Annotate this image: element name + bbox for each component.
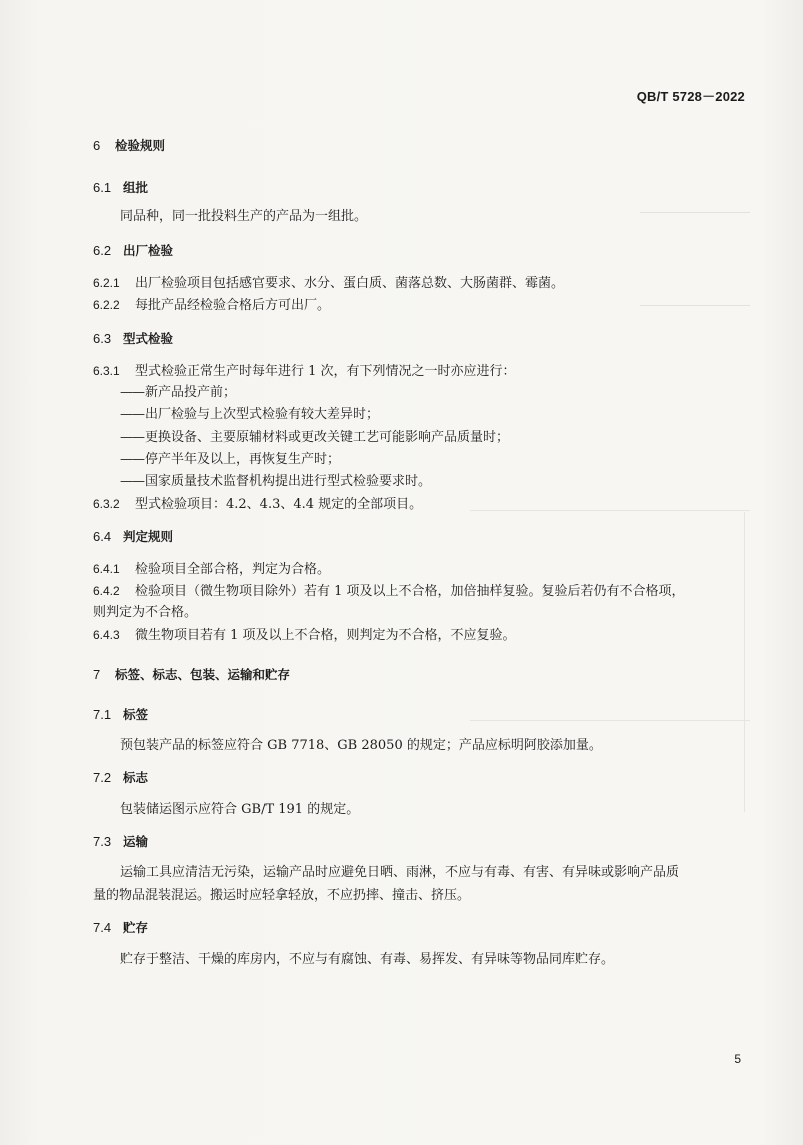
heading-section-7-3 bbox=[93, 833, 148, 852]
heading-section-6-4 bbox=[93, 528, 173, 547]
section-number: 7 bbox=[93, 667, 101, 682]
clause-number: 6.3.1 bbox=[93, 364, 120, 378]
section-number: 6 bbox=[93, 138, 101, 153]
heading-section-7-2 bbox=[93, 769, 148, 788]
standard-code: QB/T 5728－2022 bbox=[636, 89, 745, 104]
list-item-text: 新产品投产前； bbox=[145, 385, 237, 400]
heading-section-6-1 bbox=[93, 179, 148, 198]
list-item-text: 国家质量技术监督机构提出进行型式检验要求时。 bbox=[145, 474, 432, 489]
heading-section-7-1 bbox=[93, 706, 148, 725]
section-number: 6.4 bbox=[93, 529, 112, 544]
clause-text: 每批产品经检验合格后方可出厂。 bbox=[135, 298, 331, 313]
list-dash: —— bbox=[120, 407, 144, 422]
clause-number: 6.4.1 bbox=[93, 562, 120, 576]
paragraph: 同品种，同一批投料生产的产品为一组批。 bbox=[120, 209, 368, 224]
list-item-text: 出厂检验与上次型式检验有较大差异时； bbox=[145, 407, 380, 422]
paragraph: 包装储运图示应符合 GB/T 191 的规定。 bbox=[120, 802, 360, 817]
clause-6-4-1 bbox=[93, 560, 330, 579]
section-number: 6.1 bbox=[93, 180, 112, 195]
list-dash: —— bbox=[120, 452, 144, 467]
show-through-mark bbox=[640, 305, 750, 306]
list-item bbox=[120, 429, 509, 447]
list-dash: —— bbox=[120, 430, 144, 445]
list-item-text: 停产半年及以上，再恢复生产时； bbox=[145, 452, 341, 467]
clause-text: 型式检验项目：4.2、4.3、4.4 规定的全部项目。 bbox=[135, 497, 423, 512]
list-item bbox=[120, 451, 340, 469]
clause-text: 出厂检验项目包括感官要求、水分、蛋白质、菌落总数、大肠菌群、霉菌。 bbox=[135, 276, 565, 291]
list-dash: —— bbox=[120, 474, 144, 489]
section-title: 判定规则 bbox=[123, 529, 174, 544]
list-dash: —— bbox=[120, 385, 144, 400]
clause-text: 检验项目全部合格，判定为合格。 bbox=[135, 562, 331, 577]
section-title: 组批 bbox=[123, 180, 149, 195]
clause-number: 6.2.1 bbox=[93, 276, 120, 290]
section-number: 7.1 bbox=[93, 707, 112, 722]
clause-number: 6.3.2 bbox=[93, 497, 120, 511]
clause-text: 微生物项目若有 1 项及以上不合格，则判定为不合格，不应复验。 bbox=[135, 628, 516, 643]
list-item bbox=[120, 406, 379, 424]
heading-section-7-4 bbox=[93, 919, 148, 938]
clause-number: 6.4.2 bbox=[93, 584, 120, 598]
section-number: 7.4 bbox=[93, 920, 112, 935]
clause-continuation: 则判定为不合格。 bbox=[93, 605, 198, 620]
clause-6-4-2 bbox=[93, 582, 685, 601]
section-title: 出厂检验 bbox=[123, 243, 174, 258]
clause-text: 型式检验正常生产时每年进行 1 次，有下列情况之一时亦应进行： bbox=[135, 364, 516, 379]
heading-section-7 bbox=[93, 666, 290, 685]
clause-6-3-1 bbox=[93, 362, 516, 381]
list-item bbox=[120, 384, 236, 402]
clause-text: 检验项目（微生物项目除外）若有 1 项及以上不合格，加倍抽样复验。复验后若仍有不合格项， bbox=[135, 584, 685, 599]
page-number: 5 bbox=[734, 1052, 741, 1066]
section-title: 标签、标志、包装、运输和贮存 bbox=[115, 667, 291, 682]
clause-6-2-1 bbox=[93, 274, 564, 293]
heading-section-6 bbox=[93, 137, 165, 156]
section-number: 7.3 bbox=[93, 834, 112, 849]
clause-number: 6.2.2 bbox=[93, 298, 120, 312]
section-number: 7.2 bbox=[93, 770, 112, 785]
section-number: 6.2 bbox=[93, 243, 112, 258]
section-title: 贮存 bbox=[123, 920, 149, 935]
paragraph: 预包装产品的标签应符合 GB 7718、GB 28050 的规定；产品应标明阿胶添加量。 bbox=[120, 738, 602, 753]
paragraph: 贮存于整洁、干燥的库房内，不应与有腐蚀、有毒、易挥发、有异味等物品同库贮存。 bbox=[120, 952, 615, 967]
heading-section-6-2 bbox=[93, 242, 173, 261]
heading-section-6-3 bbox=[93, 330, 173, 349]
paragraph-continuation: 量的物品混装混运。搬运时应轻拿轻放，不应扔摔、撞击、挤压。 bbox=[93, 888, 471, 903]
list-item-text: 更换设备、主要原辅材料或更改关键工艺可能影响产品质量时； bbox=[145, 430, 510, 445]
clause-6-3-2 bbox=[93, 495, 422, 514]
section-title: 运输 bbox=[123, 834, 149, 849]
section-title: 标志 bbox=[123, 770, 149, 785]
show-through-mark bbox=[744, 512, 745, 812]
show-through-mark bbox=[470, 720, 750, 721]
section-title: 型式检验 bbox=[123, 331, 174, 346]
clause-6-4-3 bbox=[93, 626, 516, 645]
section-title: 检验规则 bbox=[115, 138, 166, 153]
section-title: 标签 bbox=[123, 707, 149, 722]
paragraph: 运输工具应清洁无污染，运输产品时应避免日晒、雨淋，不应与有毒、有害、有异味或影响产品质 bbox=[120, 865, 680, 880]
show-through-mark bbox=[640, 212, 750, 213]
show-through-mark bbox=[470, 510, 750, 511]
list-item bbox=[120, 473, 431, 491]
section-number: 6.3 bbox=[93, 331, 112, 346]
clause-6-2-2 bbox=[93, 296, 330, 315]
clause-number: 6.4.3 bbox=[93, 628, 120, 642]
